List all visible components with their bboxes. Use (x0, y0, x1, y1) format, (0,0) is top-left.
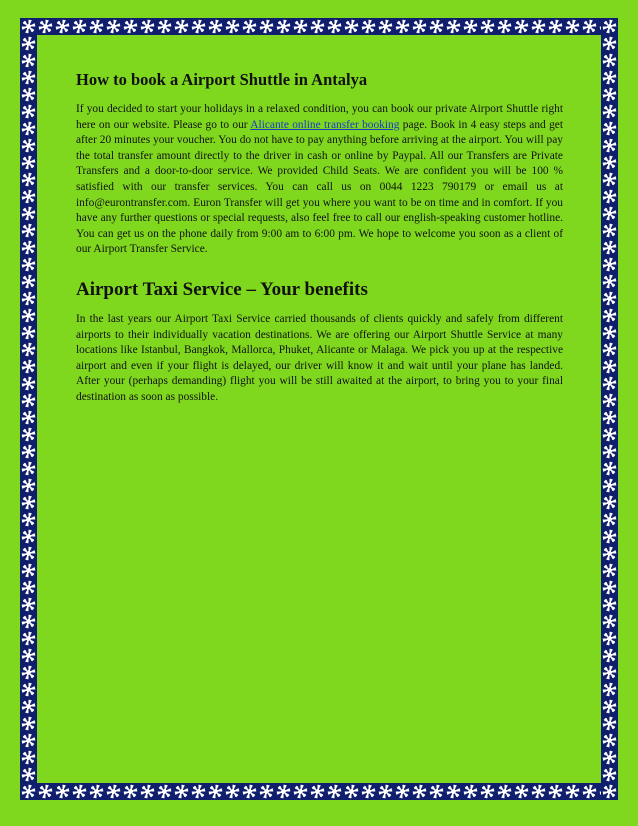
section-paragraph-benefits: In the last years our Airport Taxi Service carried thousands of clients quickly and safely from different airports to their individually vacation destinations. We are offering our Airport Shuttle Service at many locations like Istanbul, Bangkok, Mallorca, Phuket, Alicante or Malaga. We pick you up at the respective airport and even if your flight is delayed, our driver will know it and wait until your plane has landed. After your (perhaps demanding) flight you will be still awaited at the airport, to bring you to your final destination as soon as possible. (76, 312, 563, 403)
document-content (76, 64, 563, 406)
decorative-border-left (20, 18, 37, 800)
section-heading-benefits: Airport Taxi Service – Your benefits (76, 278, 368, 300)
online-booking-link[interactable]: Alicante online transfer booking (250, 118, 400, 131)
section-paragraph-booking (76, 102, 563, 258)
paragraph-text-before-link: If you decided to start your holidays in a relaxed condition, you can book our private Airport Shuttle right here on our website. Please go to our (76, 103, 563, 131)
decorative-border-bottom (20, 783, 618, 800)
section-heading-booking: How to book a Airport Shuttle in Antalya (76, 70, 368, 89)
decorative-border-top (20, 18, 618, 35)
paragraph-text-after-link: page. Book in 4 easy steps and get after 20 minutes your voucher. You do not have to pay anything before arriving at the airport. You will pay the total transfer amount directly to the driver in cash or online by Paypal. All our Transfers are Private Transfers and a door-to-door service. We provided Child Seats. We are confident you will be 100 % satisfied with our transfer services. You can call us on 0044 1223 790179 or email us at info@eurontransfer.com. Euron Transfer will get you where you want to be on time and in comfort. If you have any further questions or special requests, also feel free to call our english-speaking customer hotline. You can get us on the phone daily from 9:00 am to 6:00 pm. We hope to welcome you soon as a client of our Airport Transfer Service. (76, 118, 563, 256)
decorative-border-right (601, 18, 618, 800)
